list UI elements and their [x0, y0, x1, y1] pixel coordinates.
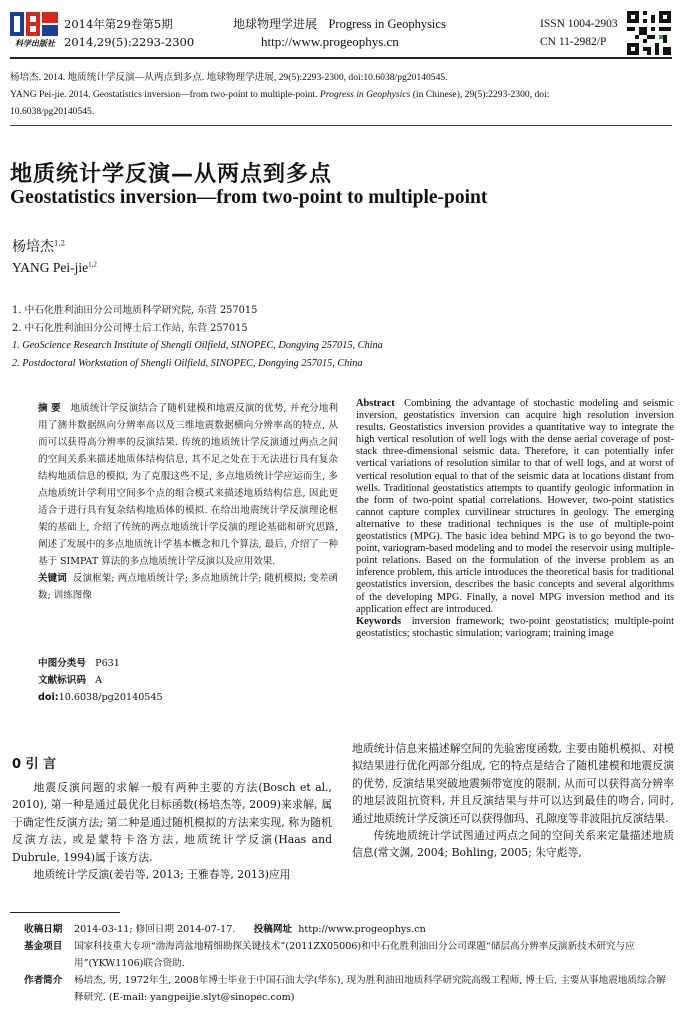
affiliations [12, 302, 383, 372]
abstract-cn [38, 400, 338, 604]
citation-journal: Progress in Geophysics [319, 89, 411, 100]
web-url[interactable]: http://www.progeophys.cn [298, 924, 426, 935]
citation-en: YANG Pei-jie. 2014. Geostatistics inversion—from two-point to multiple-point. Progress in Geophysics (in Chinese), 29(5):2293-2300, doi: 10.6038/pg20140545. [10, 89, 550, 117]
fund-label: 基金项目 [24, 941, 63, 952]
classification-meta [38, 655, 163, 706]
header-rule [10, 57, 672, 59]
affiliation-cn-2: 2. 中石化胜利油田分公司博士后工作站, 东营 257015 [12, 322, 248, 334]
footnote-fund [24, 938, 672, 972]
affiliation-en-1: 1. GeoScience Research Institute of Shengli Oilfield, SINOPEC, Dongying 257015, China [12, 340, 383, 351]
journal-name-en: Progress in Geophysics [328, 17, 446, 31]
abstract-en-text: Combining the advantage of stochastic modeling and seismic inversion, geostatistics inversion can acquire high resolution inversion results. Geostatistics inversion provides a quantitative way to integrate the high vertical resolution of well logs with the dense aerial coverage of post-stack three-dimensional seismic data. Therefore, it can potentially infer vertical variations of resolution similar to that of well logs, and at worst of vertical resolution equal to that of the seismic data at locations distant from wells. Traditional geostatistics attempts to quantify geologic information in the form of two-point spatial correlations. However, two-point statistics cannot capture complex curvilinear structures in geology. The emerging alternative to these traditional techniques is the use of multiple-point geostatistics (MPG). The basic idea behind MPG is to go beyond the two-point, variogram-based modeling and to model the reservoir using multiple-point relations. Based on the formulation of the inverse problem as an inference problem, this article introduces the theoretical basis for traditional geostatistics inversion, describes the basic concepts and several algorithms of the developing MPG. Finally, a novel MPG inversion method and its application effect are introduced. [356, 398, 674, 615]
bio-label: 作者简介 [24, 975, 63, 986]
web-label: 投稿网址 [253, 924, 293, 935]
body-paragraph: 地质统计信息来描述解空间的先验密度函数, 主要由随机模拟、对模拟结果进行优化两部分组成, 它的特点是结合了随机建模和地震反演的优势, 反演结果突破地震频带宽度的限制, 从而可以获得高分辨率的地层波阻抗资料, 并且反演结果与井可以达到最佳的吻合, 同时, 通过地质统计学反演还可以获得伽玛、孔隙度等非波阻抗反演结果. [352, 742, 674, 825]
logo-text: 科学出版社 [15, 39, 55, 48]
doi-label: doi: [38, 692, 59, 703]
affiliation-en-2: 2. Postdoctoral Workstation of Shengli Oilfield, SINOPEC, Dongying 257015, China [12, 357, 363, 369]
footnote-dates [24, 921, 672, 938]
clc-value: P631 [95, 658, 120, 669]
keywords-en-text: inversion framework; two-point geostatistics; multiple-point geostatistics; stochastic simulation; variogram; training image [356, 615, 674, 639]
footnotes [24, 921, 672, 1006]
keywords-en-label: Keywords [356, 615, 402, 627]
journal-codes [540, 15, 618, 51]
body-paragraph: 传统地质统计学试图通过两点之间的空间关系来定量描述地质信息(常文渊, 2004; Bohling, 2005; 朱守彪等, [352, 829, 674, 860]
author-sup-cn: 1,2 [54, 239, 66, 248]
affiliation-cn-1: 1. 中石化胜利油田分公司地质科学研究院, 东营 257015 [12, 305, 258, 316]
issn: ISSN 1004-2903 [540, 18, 618, 30]
abstract-cn-text: 地质统计学反演结合了随机建模和地震反演的优势, 并充分地利用了测井数据纵向分辨率高以及三维地震数据横向分辨率高的特点, 从而可以获得高分辨率的反演结果. 传统的地质统计学反演通过两点之间的空间关系来描述地质体结构信息, 其不足之处在于无法进行具有复杂结构地质信息的模拟, 为了克服这些不足, 多点地质统计学应运而生, 多点地质统计学利用空间多个点的组合模式来描述地质结构信息, 因此更适合于进行具有复杂结构地质体的模拟. 在给出地震统计学反演理论框架的基础上, 介绍了传统的两点地质统计学反演的理论基础和研究思路, 阐述了发展中的多点地质统计学基本概念和几个算法, 最后, 介绍了一种基于 SIMPAT 算法的多点地质统计学反演以及应用效果. [38, 403, 339, 567]
keywords-cn-label: 关键词 [38, 573, 67, 584]
paper-title-cn: 地质统计学反演—从两点到多点 [10, 162, 333, 187]
fund-text: 国家科技重大专项“渤海湾盆地精细勘探关键技术”(2011ZX05006)和中石化胜利油田分公司课题“储层高分辨率反演新技术研究与应用”(YKW1106)联合资助. [74, 941, 635, 969]
citation-doi[interactable]: 10.6038/pg20140545. [10, 106, 95, 117]
citation-block [10, 69, 672, 120]
qr-code-icon [627, 11, 671, 55]
publisher-logo [10, 12, 60, 50]
journal-issue-num: 2014,29(5):2293-2300 [64, 35, 195, 49]
author-en: YANG Pei-jie$^{1,2}$ [12, 260, 97, 275]
abstract-cn-label: 摘 要 [38, 403, 61, 414]
section-title: 0 引 言 [12, 757, 57, 772]
bio-text: 杨培杰, 男, 1972年生, 2008年博士毕业于中国石油大学(华东), 现为胜利油田地质科学研究院高级工程师, 博士后, 主要从事地震地质综合解释研究. (E-mail: yangpeijie.slyt@sinopec.com) [74, 975, 666, 1003]
body-right-column [352, 740, 674, 862]
journal-issue-cn: 2014年第29卷第5期 [64, 17, 173, 31]
received-dates: 2014-03-11; 修回日期 2014-07-17. [74, 924, 236, 935]
author-sup-en: 1,2 [88, 260, 97, 269]
paper-title-en: Geostatistics inversion—from two-point to multiple-point [10, 187, 488, 208]
keywords-en [356, 616, 674, 640]
body-paragraph: 地震反演问题的求解一般有两种主要的方法(Bosch et al., 2010), 第一种是通过最优化目标函数(杨培杰等, 2009)来求解, 属于确定性反演方法; 第二种是通过随机模拟的方法来实现, 称为随机反演方法, 或是蒙特卡洛方法, 地质统计学反演(Haas and Dubrule, 1994)属于该方法. [12, 781, 332, 864]
doc-code-value: A [95, 675, 103, 686]
footnote-bio [24, 972, 672, 1006]
received-label: 收稿日期 [24, 924, 63, 935]
journal-name-cn: 地球物理学进展 [233, 17, 318, 31]
abstract-cn-body [38, 400, 338, 570]
footnote-rule [10, 912, 120, 913]
journal-url[interactable]: http://www.progeophys.cn [261, 34, 399, 49]
keywords-cn-text: 反演框架; 两点地质统计学; 多点地质统计学; 随机模拟; 变差函数; 训练图像 [38, 573, 338, 601]
doi-value[interactable]: 10.6038/pg20140545 [58, 692, 163, 703]
body-paragraph: 地质统计学反演(姜岩等, 2013; 王雅春等, 2013)应用 [33, 868, 291, 882]
citation-rule [10, 125, 672, 126]
keywords-cn [38, 570, 338, 604]
clc-label: 中图分类号 [38, 658, 86, 669]
doc-code-label: 文献标识码 [38, 675, 86, 686]
abstract-en-body [356, 398, 674, 616]
journal-name [233, 15, 446, 51]
citation-cn: 杨培杰. 2014. 地质统计学反演—从两点到多点. 地球物理学进展, 29(5):2293-2300, doi:10.6038/pg20140545. [10, 72, 448, 83]
author-cn: 杨培杰$^{1,2}$ [12, 239, 66, 255]
journal-issue [64, 15, 194, 51]
cn-number: CN 11-2982/P [540, 36, 607, 48]
abstract-en-label: Abstract [356, 398, 395, 409]
abstract-en [356, 398, 674, 640]
body-left-column [12, 779, 332, 883]
